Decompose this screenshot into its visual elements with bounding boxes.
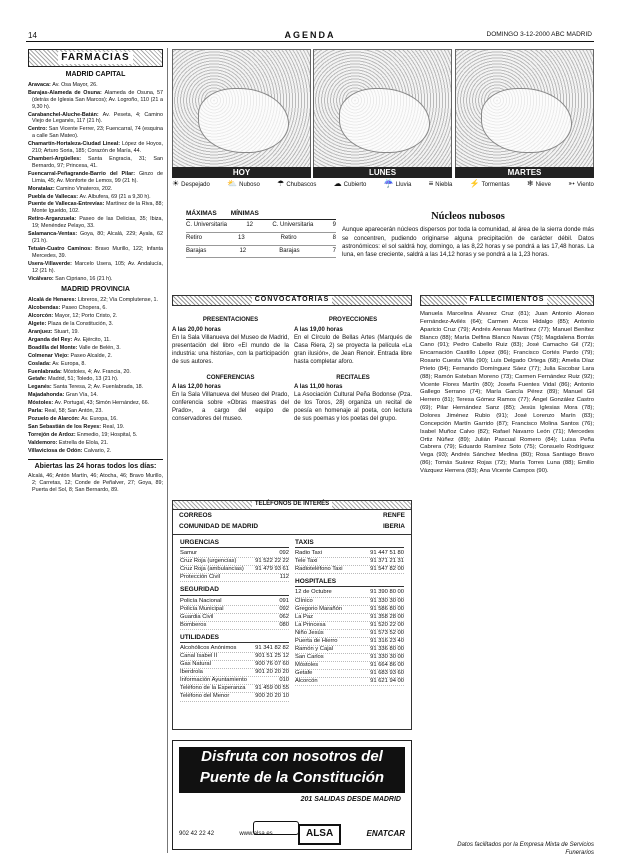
- service-name: Teléfono del Menor: [180, 693, 230, 700]
- service-phone: 91 358 28 00: [370, 613, 404, 620]
- service-name: Puerta de Hierro: [295, 637, 338, 644]
- legend-despejado: ☀ Despejado: [172, 179, 210, 188]
- pharmacy-address: Paseo Alcalde, 2.: [70, 352, 113, 359]
- temp-place: Retiro: [280, 234, 297, 241]
- service-name: Alcohólicos Anónimos: [180, 645, 237, 652]
- weather-map-today: [172, 49, 311, 177]
- pharmacy-entry: [28, 376, 163, 383]
- service-name: Niño Jesús: [295, 629, 324, 636]
- pharmacy-address: Bravo Murillo, 122; Infanta Mercedes, 39.: [32, 245, 163, 259]
- wind-icon: ➳: [568, 179, 575, 188]
- service-row: [295, 589, 404, 597]
- conferencias-time: A las 12,00 horas: [172, 384, 221, 391]
- service-row: [180, 614, 289, 622]
- service-row: [295, 606, 404, 614]
- pharmacy-district: Retiro-Arganzuela:: [28, 216, 80, 223]
- pharmacy-address: Real, 19.: [102, 423, 125, 430]
- ad-line1: Disfruta con nosotros del: [201, 748, 383, 765]
- service-name: Gas Natural: [180, 661, 211, 668]
- pharmacy-address: Stuart, 19.: [54, 329, 79, 335]
- pharmacies-column: [28, 49, 163, 495]
- pharmacy-entry: [28, 82, 163, 89]
- legend-lluvia: ☔ Lluvia: [383, 179, 412, 188]
- storm-icon: ⚡: [469, 179, 480, 188]
- brand-comunidad: COMUNIDAD DE MADRID: [179, 523, 259, 531]
- convocatorias-col-left: [172, 314, 289, 424]
- open-24h-title: Abiertas las 24 horas todos los días:: [34, 462, 157, 470]
- enatcar-logo: ENATCAR: [366, 829, 405, 839]
- pharmacy-entry: [28, 400, 163, 407]
- service-phone: 112: [279, 574, 289, 581]
- service-phone: 092: [279, 549, 289, 556]
- temp-place: C. Universitaria: [272, 222, 314, 229]
- pharmacy-entry: [28, 126, 163, 140]
- day-label-tuesday: MARTES: [455, 167, 594, 178]
- pharmacy-entry: [28, 305, 163, 312]
- pharmacy-address: Libreros, 22; Vía Complutense, 1.: [77, 297, 159, 304]
- pharmacy-district: Vicálvaro:: [28, 275, 56, 282]
- temp-value: 12: [246, 222, 254, 229]
- service-name: Samur: [180, 549, 198, 556]
- province-list: [28, 297, 163, 454]
- temperature-row: [186, 220, 336, 233]
- service-row: [180, 566, 289, 574]
- pharmacy-district: Boadilla del Monte:: [28, 344, 79, 351]
- pharmacy-district: Villaviciosa de Odón:: [28, 447, 84, 454]
- service-phone: 91 447 51 80: [370, 549, 404, 556]
- service-row: [295, 598, 404, 606]
- proyecciones-title: PROYECCIONES: [328, 317, 378, 323]
- service-name: Cruz Roja (ambulancias): [180, 566, 244, 573]
- recitales-title: RECITALES: [336, 374, 370, 381]
- pharmacy-address: Av. Osa Mayor, 26.: [52, 81, 98, 88]
- service-name: Información Ayuntamiento: [180, 677, 247, 684]
- convocatorias-col-right: [294, 314, 412, 424]
- service-row: [295, 558, 404, 566]
- service-phone: 91 330 30 00: [370, 597, 404, 604]
- service-phone: 080: [279, 621, 289, 628]
- service-name: San Carlos: [295, 653, 324, 660]
- service-phone: 91 586 80 00: [370, 605, 404, 612]
- temp-value: 13: [237, 234, 245, 241]
- pharmacy-entry: [28, 440, 163, 447]
- service-phone: 91 547 82 00: [370, 566, 404, 573]
- service-row: [180, 645, 289, 653]
- service-row: [180, 693, 289, 701]
- pharmacy-address: Av. Peseta, 4; Camino Viejo de Leganés, 117 (21 h).: [32, 111, 163, 125]
- pharmacy-district: Colmenar Viejo:: [28, 352, 71, 359]
- service-name: La Princesa: [295, 621, 326, 628]
- service-name: Clínico: [295, 597, 313, 604]
- forecast-text: Aunque aparecerán núcleos dispersos por toda la comunidad, al área de la sierra donde más se concentren, pudiendo originarse alguna precipitación de carácter débil. Datos astronómicos: el sol saldrá hoy, domingo, a las 8,22 horas y se pondrá a las 17,48 horas. La luna, en fase creciente, saldrá a las 14,12 horas y se pondrá a la 1,23 horas.: [342, 226, 594, 259]
- pharmacy-entry: [28, 313, 163, 320]
- alsa-advertisement[interactable]: [172, 740, 412, 850]
- service-row: [295, 662, 404, 670]
- cloud-icon: ☁: [333, 179, 342, 188]
- proyecciones-text: En el Círculo de Bellas Artes (Marqués de Casa Riera, 2) se proyecta la película «La gran ilusión», de Jean Renoir. Entrada libre hasta completar aforo.: [294, 334, 412, 365]
- pharmacy-entry: [28, 432, 163, 439]
- pharmacy-district: Aranjuez:: [28, 329, 55, 335]
- service-phone: 91 621 94 00: [370, 678, 404, 685]
- service-row: [295, 670, 404, 678]
- pharmacy-address: Valle de Belén, 3.: [78, 344, 121, 351]
- section-title: AGENDA: [284, 30, 336, 40]
- service-name: Alcorcón: [295, 678, 318, 685]
- service-name: Cruz Roja (urgencias): [180, 558, 237, 564]
- proyecciones-time: A las 19,00 horas: [294, 326, 343, 333]
- service-phone: 91 459 00 55: [255, 685, 289, 692]
- pharmacy-entry: [28, 424, 163, 431]
- service-row: [295, 614, 404, 622]
- service-name: Protección Civil: [180, 574, 220, 581]
- pharmacy-district: Alcalá de Henares:: [28, 297, 78, 304]
- service-phone: 91 522 22 22: [255, 558, 289, 564]
- pharmacy-entry: [28, 337, 163, 344]
- service-name: Radioteléfono Taxi: [295, 566, 343, 573]
- forecast-article: [342, 210, 594, 259]
- temp-place: Retiro: [186, 234, 203, 241]
- temp-value: 9: [332, 222, 336, 229]
- service-phone: 901 20 20 20: [255, 669, 289, 676]
- pharmacy-district: Pozuelo de Alarcón:: [28, 415, 82, 422]
- pharmacy-address: Martínez de la Riva, 88; Monte Igueldo, 102.: [32, 201, 163, 215]
- service-row: [180, 677, 289, 685]
- pharmacy-entry: [28, 369, 163, 376]
- pharmacy-address: Calvario, 2.: [83, 447, 112, 454]
- pharmacy-district: Majadahonda:: [28, 392, 66, 399]
- weather-map-monday: [313, 49, 452, 177]
- pharmacy-entry: [28, 408, 163, 415]
- legend-nieve: ❄ Nieve: [526, 179, 551, 188]
- temperatures-table: [186, 210, 336, 258]
- service-phone: 91 520 22 00: [370, 621, 404, 628]
- recitales-time: A las 11,00 horas: [294, 384, 343, 391]
- service-phone: 91 479 93 61: [255, 566, 289, 573]
- service-row: [180, 574, 289, 582]
- pharmacy-district: Alcorcón:: [28, 313, 55, 320]
- service-row: [295, 630, 404, 638]
- service-row: [295, 550, 404, 558]
- fallecimientos-credit: Datos facilitados por la Empresa Mixta de Servicios Funerarios: [457, 842, 594, 856]
- pharmacy-entry: [28, 112, 163, 126]
- open-24h-text: Alcalá, 46; Antón Martín, 46; Atocha, 46; Bravo Murillo, 2; Carretas, 12; Conde de Peñalver, 27; Goya, 89; Puerta del Sol, 8; San Bernardo, 89.: [28, 473, 163, 494]
- service-row: [295, 638, 404, 646]
- conferencias-text: En la Sala Villanueva del Museo del Prado, conferencia sobre «Obras maestras del Prado», a cargo del equipo de conservadores del museo.: [172, 392, 289, 423]
- service-phone: 010: [279, 677, 289, 684]
- service-name: Guardia Civil: [180, 613, 214, 620]
- service-phone: 91 371 21 31: [370, 558, 404, 564]
- service-phone: 062: [279, 613, 289, 620]
- pharmacy-entry: [28, 246, 163, 260]
- forecast-title: Núcleos nubosos: [431, 211, 505, 222]
- service-phone: 91 390 80 00: [370, 589, 404, 596]
- pharmacy-entry: [28, 345, 163, 352]
- pharmacy-district: Moratalaz:: [28, 185, 57, 192]
- pharmacy-district: Chamartín-Hortaleza-Ciudad Lineal:: [28, 141, 122, 148]
- capital-list: [28, 82, 163, 282]
- service-name: Canal Isabel II: [180, 653, 218, 660]
- pharmacy-entry: [28, 384, 163, 391]
- service-row: [295, 654, 404, 662]
- pharmacy-address: Av. Portugal, 43; Simón Hernández, 66.: [54, 400, 150, 407]
- temp-place: Barajas: [279, 247, 300, 254]
- service-row: [180, 606, 289, 614]
- presentaciones-title: PRESENTACIONES: [202, 317, 259, 323]
- pharmacy-district: San Sebastián de los Reyes:: [28, 423, 103, 430]
- pharmacy-entry: [28, 448, 163, 455]
- pharmacy-address: San Vicente Ferrer, 23; Fuencarral, 74 (esquina a calle San Mateo).: [32, 126, 163, 140]
- legend-nuboso: ⛅ Nuboso: [227, 179, 260, 188]
- presentaciones-time: A las 20,00 horas: [172, 326, 221, 333]
- service-phone: 91 341 82 82: [255, 645, 289, 652]
- pharmacy-address: Paseo de las Delicias, 35; Ibiza, 19; Menéndez Pelayo, 33.: [32, 216, 163, 230]
- service-phone: 91 664 86 00: [370, 662, 404, 668]
- temperature-row: [186, 233, 336, 246]
- pharmacy-address: Paseo Chopera, 6.: [61, 305, 107, 312]
- rain-icon: ☔: [383, 179, 394, 188]
- ad-phone: 902 42 22 42: [179, 830, 215, 837]
- day-label-today: HOY: [172, 167, 311, 178]
- pharmacy-entry: [28, 276, 163, 283]
- presentaciones-text: En la Sala Villanueva del Museo de Madrid, presentación del libro «El mundo de la industria: una historia», con la participación de sus autores.: [172, 334, 289, 365]
- service-phone: 91 573 52 00: [370, 629, 404, 636]
- pharmacy-district: Arganda del Rey:: [28, 336, 74, 343]
- pharmacy-district: Móstoles:: [28, 400, 55, 407]
- pharmacy-address: Real, 58; San Antón, 23.: [44, 408, 103, 415]
- service-row: [295, 566, 404, 574]
- ad-subline: 201 SALIDAS DESDE MADRID: [300, 796, 401, 803]
- service-name: Gregorio Marañón: [295, 605, 343, 612]
- service-group-title: SEGURIDAD: [180, 586, 289, 595]
- temperature-row: [186, 246, 336, 259]
- service-phone: 91 683 93 60: [370, 670, 404, 677]
- pharmacy-district: Carabanchel-Aluche-Batán:: [28, 111, 103, 118]
- conferencias-title: CONFERENCIAS: [206, 374, 255, 381]
- legend-chubascos: ☂ Chubascos: [277, 179, 317, 188]
- service-name: Radio Taxi: [295, 549, 322, 556]
- service-row: [180, 550, 289, 558]
- pharmacy-address: Santa Teresa, 2; Av. Fuenlabrada, 18.: [53, 384, 144, 391]
- service-name: Teléfono de la Esperanza: [180, 685, 246, 692]
- service-name: Ramón y Cajal: [295, 645, 334, 652]
- legend-cubierto: ☁ Cubierto: [333, 179, 367, 188]
- pharmacy-entry: [28, 90, 163, 111]
- pharmacy-address: Camino Vinateros, 202.: [56, 185, 113, 192]
- temperatures-header: MÁXIMAS MÍNIMAS: [186, 210, 336, 220]
- services-box: [172, 500, 412, 730]
- service-row: [180, 558, 289, 566]
- pharmacy-entry: [28, 392, 163, 399]
- ad-headline: [179, 747, 405, 793]
- pharmacy-address: Av. Ejército, 11.: [73, 336, 111, 343]
- pharmacy-district: Puente de Vallecas-Entrevías:: [28, 201, 106, 208]
- pharmacy-entry: [28, 216, 163, 230]
- pharmacy-district: Aravaca:: [28, 81, 53, 88]
- convocatorias-banner: CONVOCATORIAS: [172, 295, 412, 306]
- service-group-title: TAXIS: [295, 539, 404, 548]
- brand-renfe: RENFE: [382, 512, 405, 519]
- service-row: [180, 653, 289, 661]
- pharmacy-entry: [28, 353, 163, 360]
- legend-viento: ➳ Viento: [568, 179, 594, 188]
- day-label-monday: LUNES: [313, 167, 452, 178]
- services-right: [292, 535, 407, 702]
- pharmacy-address: Gran Vía, 14.: [65, 392, 98, 399]
- pharmacy-address: Madrid, 51; Toledo, 13 (21 h).: [48, 376, 119, 383]
- pharmacy-address: Av. Europa, 8.: [52, 360, 86, 367]
- column-rule: [167, 48, 168, 853]
- service-phone: 900 20 20 10: [255, 693, 289, 700]
- temp-place: C. Universitaria: [186, 222, 228, 229]
- fallecimientos-banner: FALLECIMIENTOS: [420, 295, 594, 306]
- pharmacy-district: Getafe:: [28, 376, 49, 383]
- pharmacy-address: Av. Albufera, 69 (21 a 9,30 h).: [79, 193, 151, 200]
- recitales-text: La Asociación Cultural Peña Bodonse (Pza. de los Toros, 28) organiza un recital de poesía en homenaje al poeta, con lectura de sus poemas y los poetas del grupo.: [294, 392, 412, 423]
- pharmacies-banner: FARMACIAS: [28, 49, 163, 67]
- services-brands: [173, 510, 411, 535]
- snow-icon: ❄: [526, 179, 534, 188]
- showers-icon: ☂: [277, 179, 285, 188]
- service-group-title: URGENCIAS: [180, 539, 289, 548]
- pharmacy-district: Salamanca-Ventas:: [28, 231, 80, 238]
- fog-icon: ≡: [428, 179, 434, 188]
- service-row: [180, 661, 289, 669]
- service-phone: 91 330 30 00: [370, 653, 404, 660]
- pharmacy-district: Barajas-Alameda de Osuna:: [28, 89, 105, 96]
- service-row: [180, 598, 289, 606]
- fallecimientos-text: Manuela Marcelina Álvarez Cruz (81); Juan Antonio Alonso Fernández-Avilés (64); Carmen Arcos Hidalgo (85); Antonio Aparicio Cruz (79); Andrés Arenas Martínez (77); Manuel Benítez Blanco (88); María Delfina Blanco Navas (75); Magdalena Borrás Cano (91); Pedro Cabello Ruiz (83); José Camacho Gil (72); Encarnación Castillo López (86); Francisco Cortés Pardo (79); Rosario Cuesta Villa (90); Luis Delgado Ortega (68); Amelia Díaz Prieto (84); Fernando Domínguez Sáez (77); Julia Escobar Lara (88); Ramón Esteban Moreno (73); Carmen Fernández Ruiz (92); Vicente Flores Martín (80); Josefa Fuentes Vidal (86); Antonio Gallego Serrano (74); María García Pérez (89); Manuel Gil Herrero (81); Teresa Gómez Ramos (77); Ángel González Castro (69); Pilar Hernández Sanz (85); Jesús Iglesias Mora (78); Dolores Jiménez Rubio (91); José Lorenzo Marín (83); Concepción Martín Garrido (87); Francisco Molina Santos (76); Isabel Muñoz Calvo (82); Rafael Navarro León (71); Mercedes Ortiz Núñez (89); Julián Pascual Romero (84); Luisa Peña Cabrera (79); Eduardo Ramírez Soto (75); Consuelo Rodríguez Vega (93); Andrés Sánchez Medina (80); Rosa Santiago Bravo (86); Tomás Suárez Rojas (72); María Torres Luna (88); Emilio Vázquez Herrera (83); Ana Vicente Campos (90).: [420, 311, 594, 474]
- pharmacy-address: Alameda de Osuna, 57 (detrás de Iglesia San Marcos); Av. Logroño, 110 (21 a 9,30 h).: [32, 89, 163, 110]
- pharmacy-address: Móstoles, 4; Av. Francia, 20.: [63, 368, 131, 375]
- brand-iberia: IBERIA: [382, 523, 405, 531]
- pharmacy-entry: [28, 194, 163, 201]
- weather-maps: [172, 49, 594, 191]
- page-number: 14: [28, 31, 37, 40]
- service-phone: 91 316 23 40: [370, 637, 404, 644]
- service-phone: 91 336 80 00: [370, 645, 404, 652]
- pharmacy-district: Alcobendas:: [28, 305, 62, 312]
- legend-tormentas: ⚡ Tormentas: [469, 179, 510, 188]
- service-phone: 092: [279, 605, 289, 612]
- header-rule: [26, 41, 594, 42]
- temp-value: 7: [332, 247, 336, 254]
- service-name: Iberdrola: [180, 669, 203, 676]
- alsa-logo: ALSA: [298, 824, 341, 845]
- pharmacy-address: Enmedio, 19; Hospital, 5.: [77, 431, 138, 438]
- pharmacy-district: Fuenlabrada:: [28, 368, 64, 375]
- pharmacy-entry: [28, 141, 163, 155]
- pharmacy-district: Torrejón de Ardoz:: [28, 431, 78, 438]
- services-left: [177, 535, 292, 702]
- temp-place: Barajas: [186, 247, 207, 254]
- pharmacy-district: Puebla de Vallecas:: [28, 193, 80, 200]
- ad-line2: Puente de la Constitución: [199, 769, 385, 786]
- pharmacy-address: Av. Europa, 16.: [81, 415, 118, 422]
- service-row: [295, 622, 404, 630]
- pharmacy-entry: [28, 297, 163, 304]
- pharmacy-entry: [28, 261, 163, 275]
- service-name: 12 de Octubre: [295, 589, 332, 596]
- pharmacy-entry: [28, 416, 163, 423]
- pharmacy-address: Goya, 80; Alcalá, 229; Ayala, 62 (21 h).: [32, 231, 163, 244]
- pharmacy-district: Parla:: [28, 408, 45, 415]
- pharmacy-address: Plaza de la Constitución, 3.: [47, 321, 114, 328]
- pharmacy-district: Tetuán-Cuatro Caminos:: [28, 245, 96, 252]
- service-phone: 091: [279, 597, 289, 604]
- legend-niebla: ≡ Niebla: [428, 179, 453, 188]
- service-name: Getafe: [295, 670, 313, 677]
- brand-correos: CORREOS: [179, 512, 212, 519]
- pharmacy-district: Coslada:: [28, 360, 53, 367]
- pharmacy-entry: [28, 186, 163, 193]
- pharmacy-entry: [28, 321, 163, 328]
- temp-value: 8: [332, 234, 336, 241]
- service-phone: 901 51 25 12: [255, 653, 289, 660]
- service-phone: 900 76 07 60: [255, 661, 289, 668]
- capital-title: MADRID CAPITAL: [65, 71, 126, 78]
- open-24h-block: [28, 459, 163, 495]
- weather-map-tuesday: [455, 49, 594, 177]
- pharmacy-address: Santa Engracia, 31; San Bernardo, 97; Princesa, 41.: [32, 156, 163, 169]
- pharmacy-district: Centro:: [28, 126, 49, 133]
- pharmacy-address: Mayor, 12; Porto Cristo, 2.: [54, 313, 118, 320]
- service-row: [180, 622, 289, 630]
- service-row: [180, 669, 289, 677]
- service-name: Bomberos: [180, 621, 207, 628]
- weather-legend: [172, 179, 594, 190]
- pharmacy-entry: [28, 361, 163, 368]
- pharmacy-address: López de Hoyos, 210; Arturo Soria, 185; Corazón de María, 44.: [32, 141, 163, 155]
- service-name: Móstoles: [295, 662, 319, 668]
- pharmacy-entry: [28, 201, 163, 215]
- service-row: [295, 678, 404, 686]
- temp-value: 12: [239, 247, 247, 254]
- pharmacy-district: Chamberí-Argüelles:: [28, 156, 89, 163]
- pharmacy-entry: [28, 329, 163, 336]
- service-group-title: HOSPITALES: [295, 578, 404, 587]
- issue-date: DOMINGO 3-12-2000 ABC MADRID: [486, 31, 592, 38]
- pharmacy-district: Algete:: [28, 321, 48, 328]
- pharmacy-entry: [28, 156, 163, 170]
- pharmacy-address: Marcelo Usera, 105; Av. Andalucía, 12 (21 h).: [32, 260, 164, 274]
- services-top: TELÉFONOS DE INTERÉS: [173, 501, 411, 510]
- service-name: Policía Nacional: [180, 597, 222, 604]
- service-name: Policía Municipal: [180, 605, 224, 612]
- cloud-sun-icon: ⛅: [227, 179, 238, 188]
- pharmacy-entry: [28, 231, 163, 245]
- service-name: Tele Taxi: [295, 558, 318, 564]
- service-name: La Paz: [295, 613, 314, 620]
- pharmacy-address: Estrella de Elola, 21.: [58, 439, 109, 446]
- ad-web[interactable]: www.alsa.es: [239, 830, 273, 837]
- pharmacy-address: Ginzo de Limia, 45; Av. Monforte de Lemos, 99 (21 h).: [32, 170, 164, 184]
- pharmacy-district: Fuencarral-Peñagrande-Barrio del Pilar:: [28, 170, 139, 177]
- pharmacy-district: Valdemoro:: [28, 439, 59, 446]
- pharmacy-district: Leganés:: [28, 384, 54, 391]
- sun-icon: ☀: [172, 179, 180, 188]
- service-row: [180, 685, 289, 693]
- pharmacy-entry: [28, 171, 163, 185]
- service-group-title: UTILIDADES: [180, 634, 289, 643]
- province-title: MADRID PROVINCIA: [61, 286, 130, 294]
- pharmacy-address: San Cipriano, 16 (21 h).: [55, 275, 113, 282]
- pharmacy-district: Usera-Villaverde:: [28, 260, 75, 267]
- service-row: [295, 646, 404, 654]
